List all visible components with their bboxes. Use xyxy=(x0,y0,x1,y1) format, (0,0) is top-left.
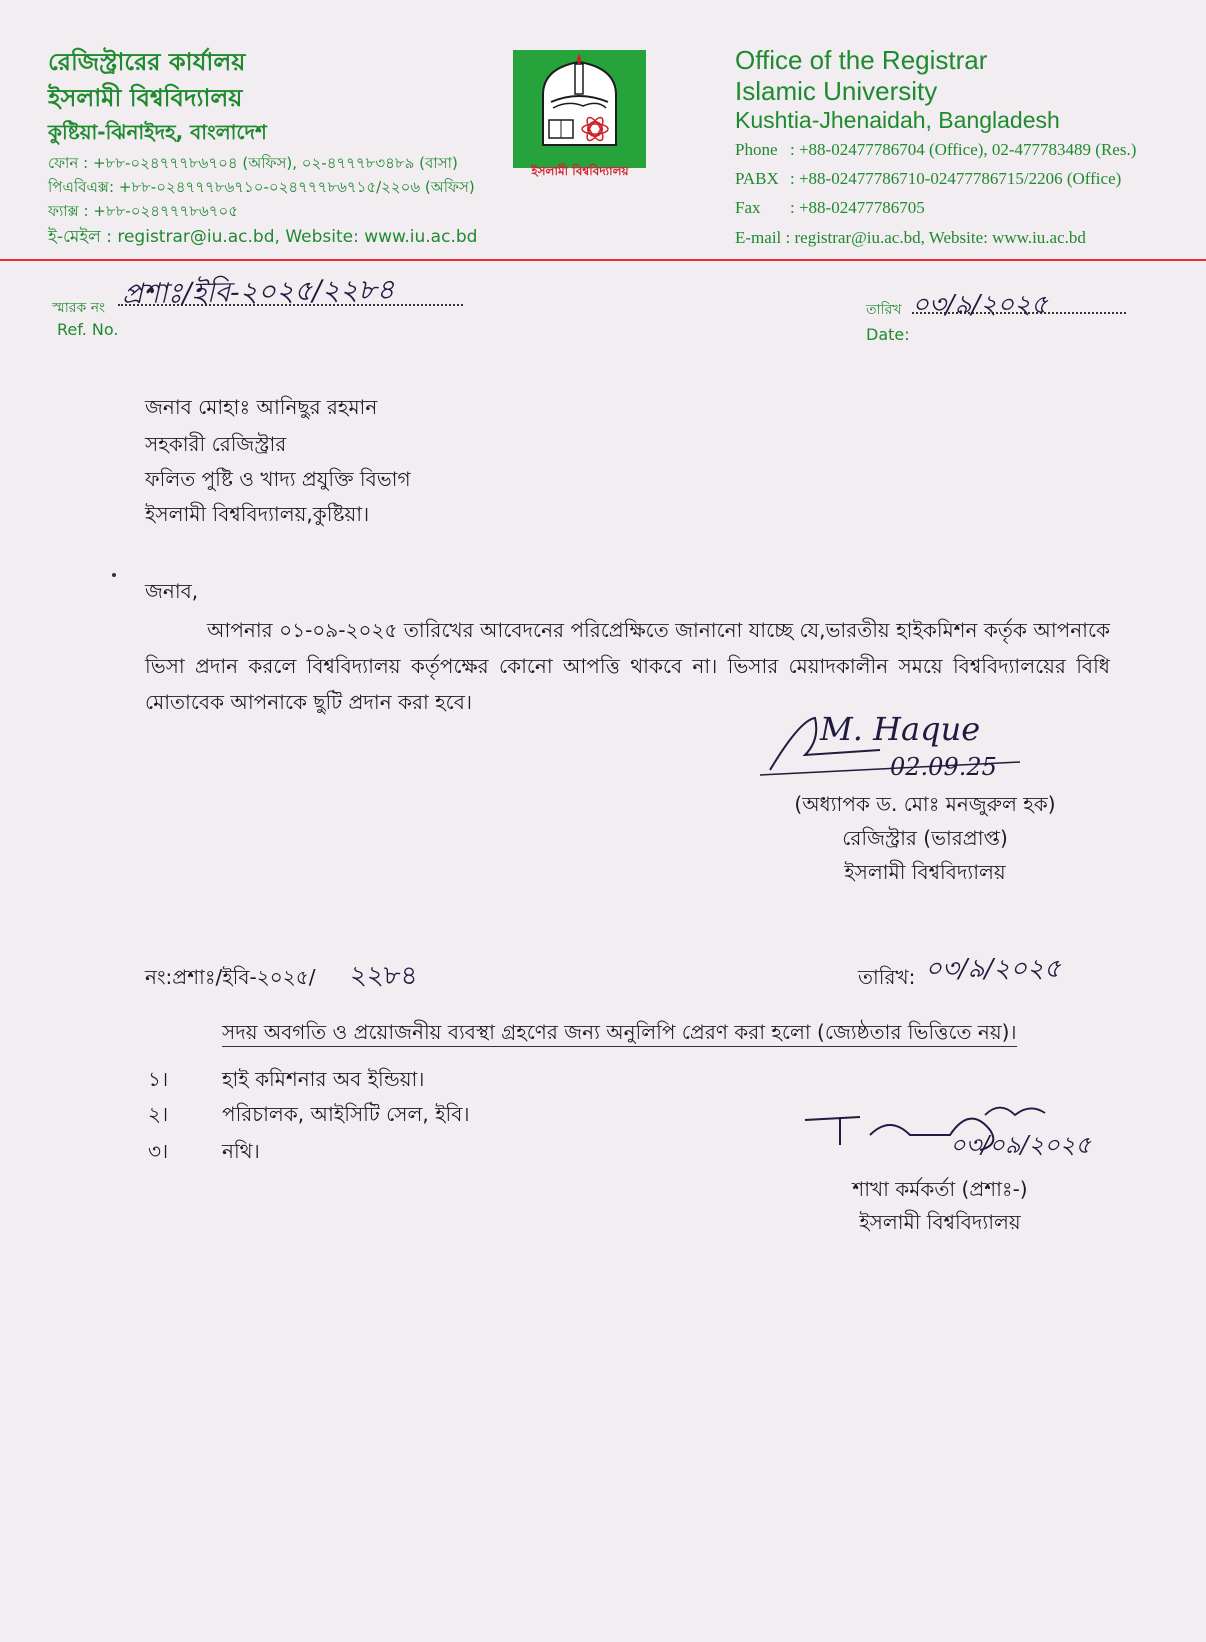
copy-date-handwritten: ০৩/৯/২০২৫ xyxy=(925,954,1061,984)
pabx-key: PABX xyxy=(735,169,779,188)
dot-mark xyxy=(112,573,116,577)
copy-list-number: ১। xyxy=(148,1067,169,1091)
date-label-en: Date: xyxy=(866,325,910,344)
university-name-bn: ইসলামী বিশ্ববিদ্যালয় xyxy=(48,84,243,112)
signature-text: M. Haque xyxy=(820,710,981,748)
date-label-bn: তারিখ xyxy=(866,302,902,318)
address-line: জনাব মোহাঃ আনিছুর রহমান xyxy=(145,395,378,419)
signature-date: ০৩/০৯/২০২৫ xyxy=(950,1131,1091,1159)
signature-date: 02.09.25 xyxy=(890,753,997,780)
pabx-bn: পিএবিএক্স: +৮৮-০২৪৭৭৭৮৬৭১০-০২৪৭৭৭৮৬৭১৫/২২০৬ (অফিস) xyxy=(48,178,475,196)
letter-body: আপনার ০১-০৯-২০২৫ তারিখের আবেদনের পরিপ্রেক্ষিতে জানানো যাচ্ছে যে,ভারতীয় হাইকমিশন কর্তৃক আপনাকে ভিসা প্রদান করলে বিশ্ববিদ্যালয় কর্তৃপক্ষের কোনো আপত্তি থাকবে না। ভিসার মেয়াদকালীন সময়ে বিশ্ববিদ্যালয়ের বিধি মোতাবেক আপনাকে ছুটি প্রদান করা হবে। xyxy=(145,618,1110,714)
copy-note: সদয় অবগতি ও প্রয়োজনীয় ব্যবস্থা গ্রহণের জন্য অনুলিপি প্রেরণ করা হলো (জ্যেষ্ঠতার ভিত্তিতে নয়)। xyxy=(222,1018,1017,1047)
date-handwritten: ০৩/৯/২০২৫ xyxy=(912,290,1048,320)
ref-label-bn: স্মারক নং xyxy=(52,300,106,316)
copy-list-number: ৩। xyxy=(148,1139,169,1163)
signatory-title: রেজিস্ট্রার (ভারপ্রাপ্ত) xyxy=(842,826,1008,850)
university-logo xyxy=(513,50,646,168)
header-divider xyxy=(0,259,1206,261)
office-title-en: Office of the Registrar xyxy=(735,45,988,75)
fax-en xyxy=(735,198,925,218)
pabx-value: : +88-02477786710-02477786715/2206 (Office) xyxy=(790,169,1122,188)
phone-key: Phone xyxy=(735,140,778,159)
copy-date-label: তারিখ: xyxy=(858,965,916,989)
copy-list-item: পরিচালক, আইসিটি সেল, ইবি। xyxy=(222,1102,470,1126)
address-line: ফলিত পুষ্টি ও খাদ্য প্রযুক্তি বিভাগ xyxy=(145,467,411,491)
ref-handwritten: প্রশাঃ/ইবি-২০২৫/২২৮৪ xyxy=(121,272,395,311)
location-bn: কুষ্টিয়া-ঝিনাইদহ, বাংলাদেশ xyxy=(48,120,267,144)
section-officer-signature xyxy=(800,1095,1170,1175)
section-officer-university: ইসলামী বিশ্ববিদ্যালয় xyxy=(859,1210,1021,1234)
logo-emblem-icon xyxy=(513,50,646,168)
section-officer-title: শাখা কর্মকর্তা (প্রশাঃ-) xyxy=(852,1177,1028,1201)
email-bn: ই-মেইল : registrar@iu.ac.bd, Website: www.iu.ac.bd xyxy=(48,227,478,247)
phone-en xyxy=(735,140,1136,160)
signature-icon xyxy=(760,700,1080,780)
pabx-en xyxy=(735,169,1121,189)
copy-ref: নং:প্রশাঃ/ইবি-২০২৫/ xyxy=(145,965,316,989)
office-title-bn: রেজিস্ট্রারের কার্যালয় xyxy=(48,48,246,76)
address-line: সহকারী রেজিস্ট্রার xyxy=(145,432,287,456)
registrar-signature xyxy=(760,700,1080,780)
fax-bn: ফ্যাক্স : +৮৮-০২৪৭৭৭৮৬৭০৫ xyxy=(48,202,238,220)
signature-icon xyxy=(800,1095,1170,1175)
signatory-university: ইসলামী বিশ্ববিদ্যালয় xyxy=(844,860,1006,884)
copy-list-item: হাই কমিশনার অব ইন্ডিয়া। xyxy=(222,1067,425,1091)
phone-bn: ফোন : +৮৮-০২৪৭৭৭৮৬৭০৪ (অফিস), ০২-৪৭৭৭৮৩৪৮৯ (বাসা) xyxy=(48,154,458,172)
university-name-en: Islamic University xyxy=(735,76,938,106)
ref-label-en: Ref. No. xyxy=(57,320,119,339)
copy-ref-handwritten: ২২৮৪ xyxy=(350,961,418,991)
copy-list-item: নথি। xyxy=(222,1139,260,1163)
address-line: ইসলামী বিশ্ববিদ্যালয়,কুষ্টিয়া। xyxy=(145,502,370,526)
logo-caption: ইসলামী বিশ্ববিদ্যালয় xyxy=(531,164,629,178)
location-en: Kushtia-Jhenaidah, Bangladesh xyxy=(735,107,1060,133)
email-en: E-mail : registrar@iu.ac.bd, Website: www.iu.ac.bd xyxy=(735,228,1086,247)
fax-key: Fax xyxy=(735,198,761,217)
signatory-name: (অধ্যাপক ড. মোঃ মনজুরুল হক) xyxy=(794,792,1056,816)
copy-list-number: ২। xyxy=(148,1102,169,1126)
fax-value: : +88-02477786705 xyxy=(790,198,925,217)
phone-value: : +88-02477786704 (Office), 02-477783489 (Res.) xyxy=(790,140,1137,159)
salutation: জনাব, xyxy=(145,579,199,603)
